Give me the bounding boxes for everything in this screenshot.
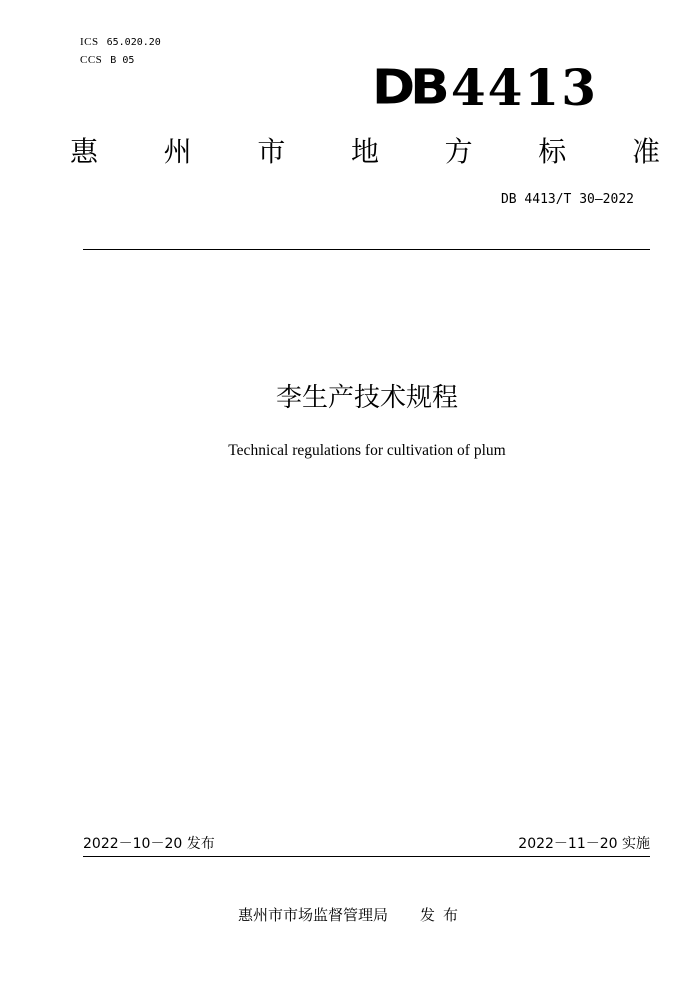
logo-prefix: DB [372,60,445,116]
standard-number: DB 4413/T 30—2022 [500,192,634,207]
bottom-divider [83,856,650,857]
document-title-english: Technical regulations for cultivation of plum [228,442,506,459]
ics-value: 65.020.20 [106,37,161,48]
standard-type-char: 方 [444,135,473,168]
ics-classification [80,35,161,50]
ccs-label: CCS [80,54,103,66]
standard-type-char: 地 [350,135,379,168]
standard-type-char: 惠 [70,135,99,168]
document-title-chinese: 李生产技术规程 [275,383,458,413]
top-divider [83,249,650,250]
standard-type-char: 州 [163,135,192,168]
standard-type-title [70,132,660,172]
implementation-date: 2022－11－20 实施 [518,836,650,852]
standard-type-char: 市 [257,135,286,168]
publisher-line [238,904,466,926]
standard-type-char: 准 [631,135,660,168]
publisher-name: 惠州市市场监督管理局 [238,906,389,924]
logo-code: 4413 [450,58,598,117]
issue-date: 2022－10－20 发布 [83,836,215,852]
ccs-value: B 05 [110,55,135,66]
ccs-classification [80,53,134,68]
standard-type-char: 标 [538,135,567,168]
db-logo [372,58,598,122]
ics-label: ICS [80,36,99,48]
publisher-action: 发布 [420,906,467,924]
